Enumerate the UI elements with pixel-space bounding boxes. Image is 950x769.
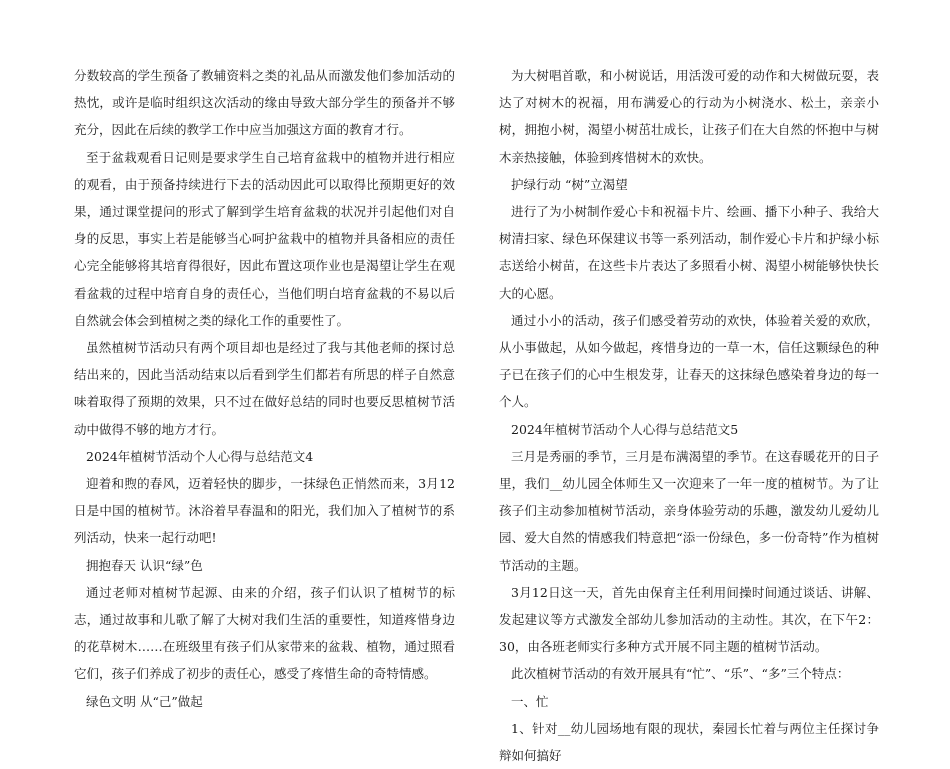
- paragraph: 通过小小的活动，孩子们感受着劳动的欢快，体验着关爱的欢欣，从小事做起，从如今做起，疼惜身边的一草一木，信任这颗绿色的种子已在孩子们的心中生根发芽，让春天的这抹绿色感染着身边的每一个人。: [499, 312, 879, 410]
- paragraph: 三月是秀丽的季节，三月是布满渴望的季节。在这春暖花开的日子里，我们__幼儿园全体师生又一次迎来了一年一度的植树节。为了让孩子们主动参加植树节活动，亲身体验劳动的乐趣，激发幼儿爱幼儿园、爱大自然的情感我们特意把“添一份绿色，多一份奇特”作为植树节活动的主题。: [499, 448, 879, 573]
- paragraph: 1、针对__幼儿园场地有限的现状，秦园长忙着与两位主任探讨争辩如何搞好: [499, 720, 879, 764]
- paragraph: 3月12日这一天，首先由保育主任利用间操时间通过谈话、讲解、发起建议等方式激发全部幼儿参加活动的主动性。其次，在下午2：30，由各班老师实行多种方式开展不同主题的植树节活动。: [499, 584, 879, 655]
- subsection-heading: 拥抱春天 认识“绿”色: [86, 557, 203, 573]
- paragraph: 进行了为小树制作爱心卡和祝福卡片、绘画、播下小种子、我给大树清扫家、绿色环保建议书等一系列活动，制作爱心卡片和护绿小标志送给小树苗，在这些卡片表达了多照看小树、渴望小树能够快快长大的心愿。: [499, 204, 879, 301]
- section-heading: 2024年植树节活动个人心得与总结范文4: [86, 448, 314, 464]
- paragraph: 虽然植树节活动只有两个项目却也是经过了我与其他老师的探讨总结出来的，因此当活动结束以后看到学生们都若有所思的样子自然意味着取得了预期的效果，只不过在做好总结的同时也要反思植树节活动中做得不够的地方才行。: [74, 340, 455, 437]
- left-column: [74, 62, 455, 715]
- paragraph: 至于盆栽观看日记则是要求学生自己培育盆栽中的植物并进行相应的观看，由于预备持续进行下去的活动因此可以取得比预期更好的效果，通过课堂提问的形式了解到学生培育盆栽的状况并引起他们对自身的反思，事实上若是能够当心呵护盆栽中的植物并具备相应的责任心完全能够将其培育得很好，因此布置这项作业也是渴望让学生在观看盆栽的过程中培育自身的责任心，当他们明白培育盆栽的不易以后自然就会体会到植树之类的绿化工作的重要性了。: [74, 149, 455, 328]
- paragraph: 通过老师对植树节起源、由来的介绍，孩子们认识了植树节的标志，通过故事和儿歌了解了大树对我们生活的重要性，知道疼惜身边的花草树木……在班级里有孩子们从家带来的盆栽、植物，通过照看它们，孩子们养成了初步的责任心，感受了疼惜生命的奇特情感。: [74, 584, 455, 682]
- paragraph: 分数较高的学生预备了教辅资料之类的礼品从而激发他们参加活动的热忱，或许是临时组织这次活动的缘由导致大部分学生的预备并不够充分，因此在后续的教学工作中应当加强这方面的教育才行。: [74, 68, 455, 138]
- paragraph: 为大树唱首歌，和小树说话，用活泼可爱的动作和大树做玩耍，表达了对树木的祝福，用布满爱心的行动为小树浇水、松土，亲亲小树，拥抱小树，渴望小树茁壮成长，让孩子们在大自然的怀抱中与树木亲热接触，体验到疼惜树木的欢快。: [499, 68, 879, 165]
- subsection-heading: 一、忙: [511, 693, 549, 709]
- subsection-heading: 绿色文明 从“己”做起: [86, 693, 203, 709]
- paragraph: 此次植树节活动的有效开展具有“忙”、“乐”、“多”三个特点：: [511, 666, 850, 682]
- subsection-heading: 护绿行动 “树”立渴望: [511, 176, 628, 192]
- section-heading: 2024年植树节活动个人心得与总结范文5: [511, 421, 739, 437]
- paragraph: 迎着和煦的春风，迈着轻快的脚步，一抹绿色正悄然而来，3月12日是中国的植树节。沐浴着早春温和的阳光，我们加入了植树节的系列活动，快来一起行动吧!: [74, 476, 455, 546]
- right-column: [499, 62, 879, 769]
